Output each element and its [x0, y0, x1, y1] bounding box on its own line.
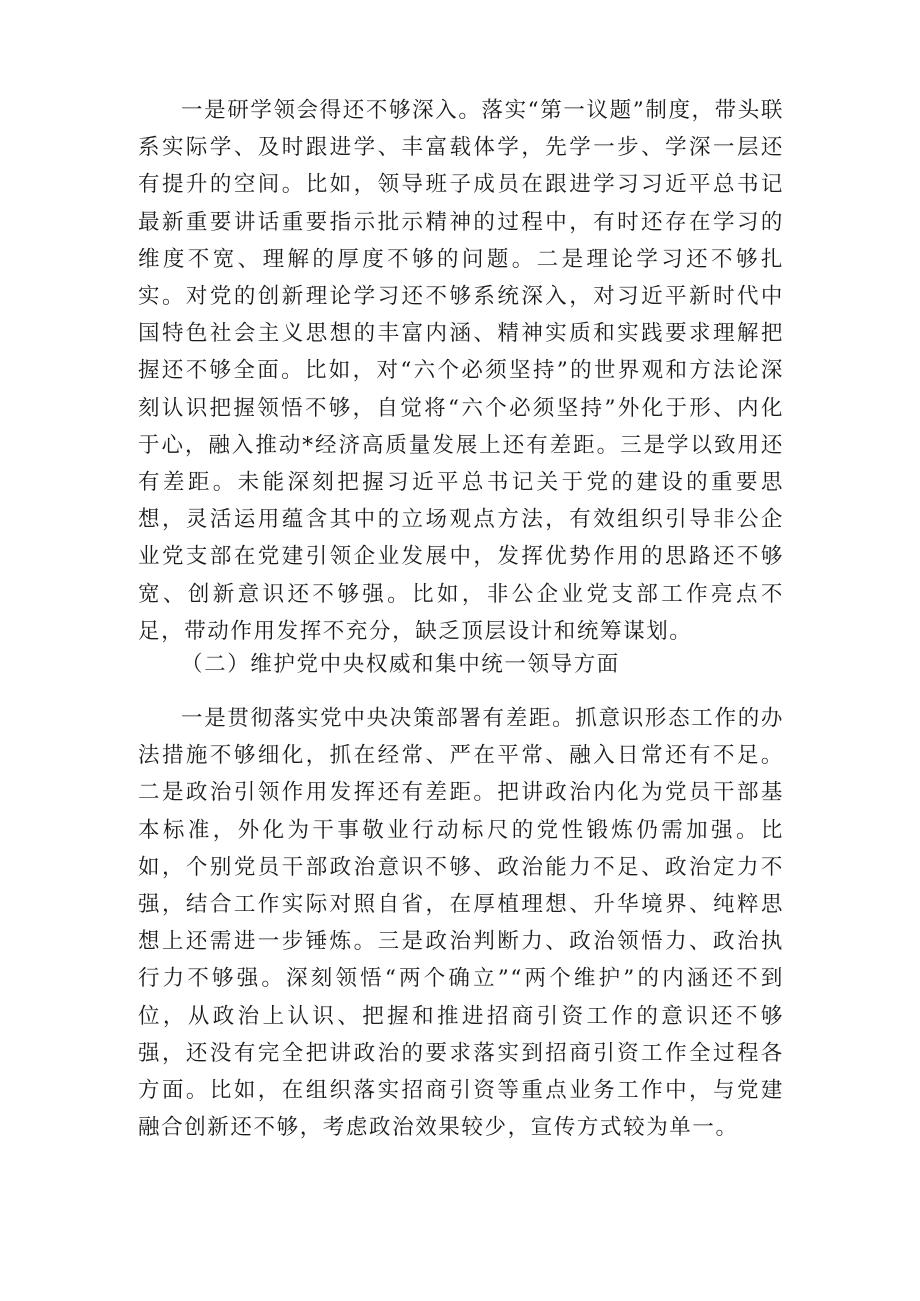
paragraph-study-issues: 一是研学领会得还不够深入。落实“第一议题”制度，带头联系实际学、及时跟进学、丰富载体学，先学一步、学深一层还有提升的空间。比如，领导班子成员在跟进学习习近平总书记最新重要讲话重要指示批示精神的过程中，有时还存在学习的维度不宽、理解的厚度不够的问题。二是理论学习还不够扎实。对党的创新理论学习还不够系统深入，对习近平新时代中国特色社会主义思想的丰富内涵、精神实质和实践要求理解把握还不够全面。比如，对“六个必须坚持”的世界观和方法论深刻认识把握领悟不够，自觉将“六个必须坚持”外化于形、内化于心，融入推动*经济高质量发展上还有差距。三是学以致用还有差距。未能深刻把握习近平总书记关于党的建设的重要思想，灵活运用蕴含其中的立场观点方法，有效组织引导非公企业党支部在党建引领企业发展中，发挥优势作用的思路还不够宽、创新意识还不够强。比如，非公企业党支部工作亮点不足，带动作用发挥不充分，缺乏顶层设计和统筹谋划。: [138, 98, 784, 644]
section-heading-party-authority: （二）维护党中央权威和集中统一领导方面: [181, 652, 620, 677]
paragraph-party-authority-issues: 一是贯彻落实党中央决策部署有差距。抓意识形态工作的办法措施不够细化，抓在经常、严在平常、融入日常还有不足。二是政治引领作用发挥还有差距。把讲政治内化为党员干部基本标准，外化为干事敬业行动标尺的党性锻炼仍需加强。比如，个别党员干部政治意识不够、政治能力不足、政治定力不强，结合工作实际对照自省，在厚植理想、升华境界、纯粹思想上还需进一步锤炼。三是政治判断力、政治领悟力、政治执行力不够强。深刻领悟“两个确立”“两个维护”的内涵还不到位，从政治上认识、把握和推进招商引资工作的意识还不够强，还没有完全把讲政治的要求落实到招商引资工作全过程各方面。比如，在组织落实招商引资等重点业务工作中，与党建融合创新还不够，考虑政治效果较少，宣传方式较为单一。: [138, 706, 784, 1141]
